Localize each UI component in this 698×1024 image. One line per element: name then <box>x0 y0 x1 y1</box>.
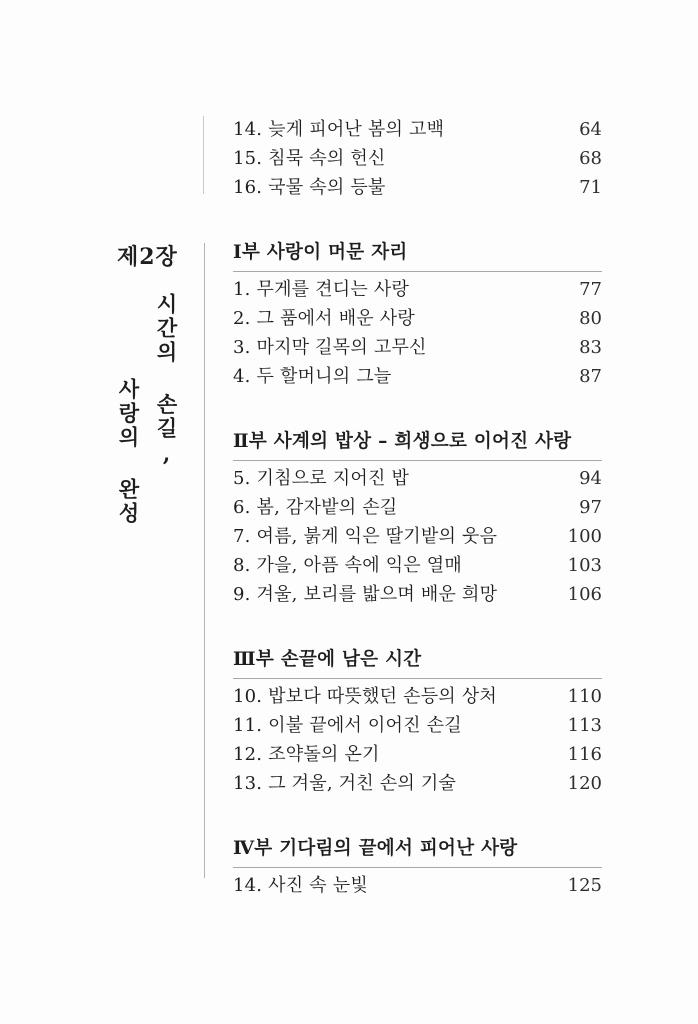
toc-section-2 <box>233 429 602 609</box>
toc-row <box>233 493 602 522</box>
toc-row <box>233 333 602 362</box>
toc-chapter2-block <box>233 240 602 900</box>
toc-section-4 <box>233 836 602 900</box>
toc-row <box>233 580 602 609</box>
toc-item-label: 10. 밥보다 따뜻했던 손등의 상처 <box>233 686 497 707</box>
toc-item-label: 9. 겨울, 보리를 밟으며 배운 희망 <box>233 584 498 605</box>
toc-row <box>233 144 602 173</box>
toc-item-label: 3. 마지막 길목의 고무신 <box>233 337 427 358</box>
toc-row <box>233 173 602 202</box>
toc-item-label: 1. 무게를 견디는 사랑 <box>233 279 410 300</box>
toc-item-label: 13. 그 겨울, 거친 손의 기술 <box>233 773 457 794</box>
toc-left-rule-top <box>203 116 204 194</box>
toc-item-label: 7. 여름, 붉게 익은 딸기밭의 웃음 <box>233 526 498 547</box>
toc-row <box>233 275 602 304</box>
toc-item-label: 14. 사진 속 눈빛 <box>233 875 368 896</box>
toc-list <box>233 464 602 609</box>
toc-item-label: 11. 이불 끝에서 이어진 손길 <box>233 715 462 736</box>
toc-item-label: 14. 늦게 피어난 봄의 고백 <box>233 119 445 140</box>
chapter-label: 제2장 <box>117 244 178 270</box>
toc-row <box>233 740 602 769</box>
toc-item-page: 100 <box>567 526 602 547</box>
toc-list <box>233 871 602 900</box>
toc-list <box>233 115 602 202</box>
toc-section-1 <box>233 240 602 391</box>
toc-item-label: 15. 침묵 속의 헌신 <box>233 148 386 169</box>
chapter-title-vertical-col1: 시간의 손길, <box>154 293 179 469</box>
toc-item-page: 125 <box>567 875 602 896</box>
toc-item-page: 113 <box>567 715 602 736</box>
toc-row <box>233 711 602 740</box>
toc-item-page: 94 <box>579 468 602 489</box>
section-header: Ⅱ부 사계의 밥상 – 희생으로 이어진 사랑 <box>233 429 602 461</box>
toc-item-page: 83 <box>579 337 602 358</box>
toc-leading-items-block <box>233 112 602 202</box>
toc-item-label: 4. 두 할머니의 그늘 <box>233 366 392 387</box>
toc-row <box>233 522 602 551</box>
toc-row <box>233 682 602 711</box>
toc-item-page: 71 <box>579 177 602 198</box>
section-header: Ⅳ부 기다림의 끝에서 피어난 사랑 <box>233 836 602 868</box>
toc-row <box>233 464 602 493</box>
toc-item-page: 103 <box>567 555 602 576</box>
toc-row <box>233 769 602 798</box>
toc-row <box>233 362 602 391</box>
toc-row <box>233 115 602 144</box>
toc-list <box>233 682 602 798</box>
toc-item-page: 87 <box>579 366 602 387</box>
toc-list <box>233 275 602 391</box>
toc-item-page: 110 <box>567 686 602 707</box>
toc-item-page: 80 <box>579 308 602 329</box>
toc-item-label: 2. 그 품에서 배운 사랑 <box>233 308 415 329</box>
toc-item-label: 6. 봄, 감자밭의 손길 <box>233 497 398 518</box>
toc-item-page: 97 <box>579 497 602 518</box>
toc-item-page: 64 <box>579 119 602 140</box>
toc-row <box>233 551 602 580</box>
section-header: Ⅲ부 손끝에 남은 시간 <box>233 647 602 679</box>
toc-row <box>233 304 602 333</box>
toc-section-3 <box>233 647 602 798</box>
chapter-title-vertical-col2: 사랑의 완성 <box>116 378 141 526</box>
toc-row <box>233 871 602 900</box>
section-header: Ⅰ부 사랑이 머문 자리 <box>233 240 602 272</box>
toc-item-page: 77 <box>579 279 602 300</box>
toc-item-page: 120 <box>567 773 602 794</box>
toc-item-label: 12. 조약돌의 온기 <box>233 744 380 765</box>
toc-item-page: 106 <box>567 584 602 605</box>
toc-item-page: 68 <box>579 148 602 169</box>
toc-item-label: 5. 기침으로 지어진 밥 <box>233 468 410 489</box>
toc-item-label: 8. 가을, 아픔 속에 익은 열매 <box>233 555 462 576</box>
toc-item-page: 116 <box>567 744 602 765</box>
toc-item-label: 16. 국물 속의 등불 <box>233 177 386 198</box>
toc-left-rule-main <box>204 243 205 878</box>
